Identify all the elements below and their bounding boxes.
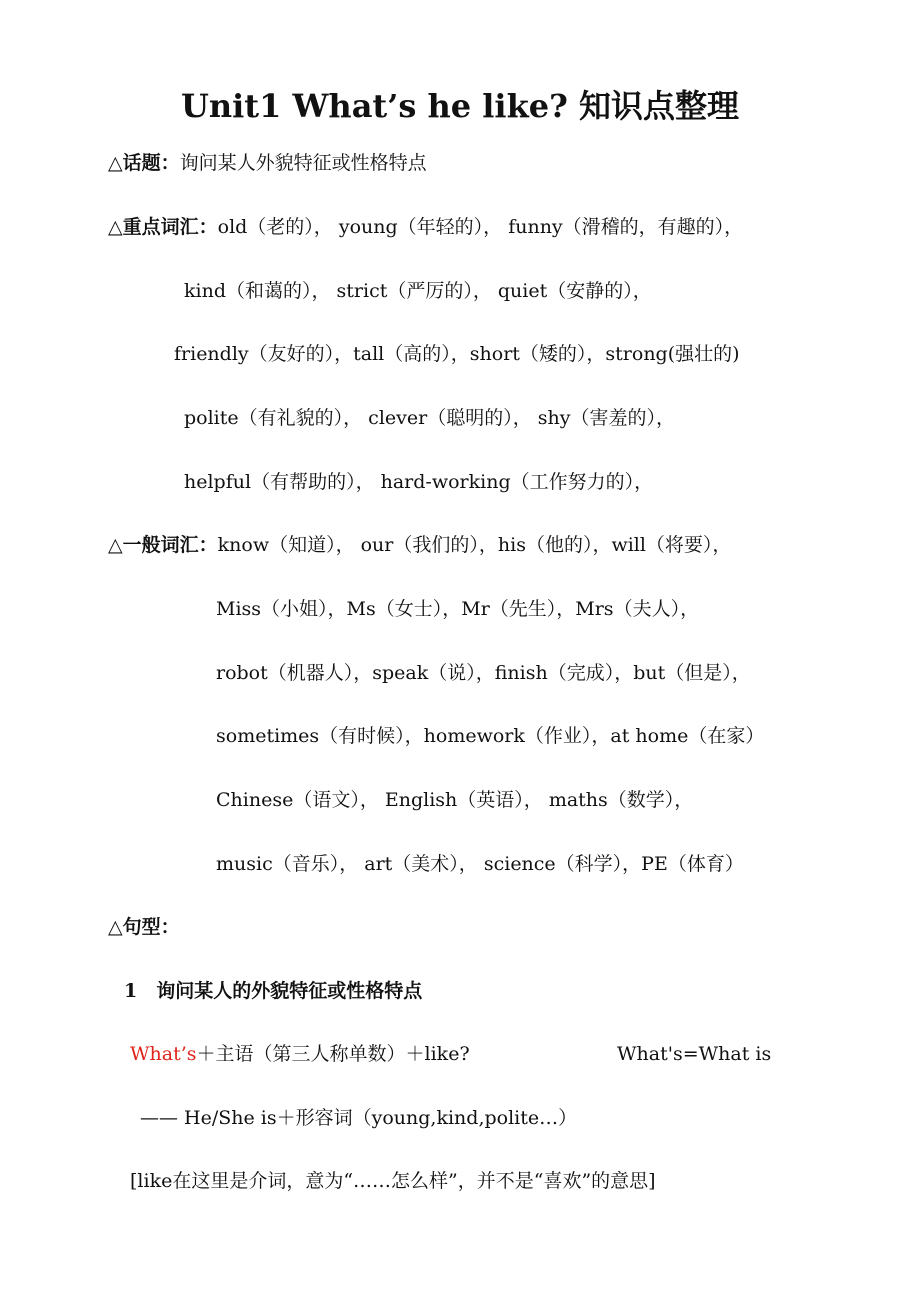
key-vocab-line-3: friendly（友好的），tall（高的），short（矮的），strong(强壮的)	[174, 343, 740, 365]
page-title: Unit1 What’s he like? 知识点整理	[180, 87, 740, 125]
topic-label: △话题：	[108, 152, 180, 174]
general-vocab-line-4: sometimes（有时候），homework（作业），at home（在家）	[216, 725, 765, 747]
general-vocab-line-1	[108, 532, 731, 558]
key-vocab-line-5: helpful（有帮助的）， hard-working（工作努力的），	[184, 471, 654, 493]
key-vocab-line-4: polite（有礼貌的）， clever（聪明的）， shy（害羞的），	[184, 407, 675, 429]
key-vocab-line-1	[108, 214, 743, 240]
topic-text: 询问某人外貌特征或性格特点	[179, 152, 427, 174]
general-vocab-label: △一般词汇：	[108, 534, 218, 556]
general-vocab-line-2: Miss（小姐），Ms（女士），Mr（先生），Mrs（夫人），	[216, 598, 700, 620]
key-vocab-text: old（老的）， young（年轻的）， funny（滑稽的，有趣的），	[217, 216, 744, 238]
key-vocab-line-2: kind（和蔼的）， strict（严厉的）， quiet（安静的），	[184, 280, 652, 302]
key-vocab-label: △重点词汇：	[108, 216, 218, 238]
explanation-line: [like在这里是介词，意为“……怎么样”，并不是“喜欢”的意思]	[130, 1170, 656, 1192]
section-1-heading: 1 询问某人的外貌特征或性格特点	[124, 980, 423, 1002]
sentence-patterns-label: △句型：	[108, 916, 180, 938]
topic-line	[108, 150, 427, 176]
pattern-line	[130, 1041, 470, 1067]
contraction-note: What's=What is	[617, 1043, 772, 1065]
general-vocab-line-5: Chinese（语文）， English（英语）， maths（数学），	[216, 789, 694, 811]
general-vocab-line-3: robot（机器人），speak（说），finish（完成），but（但是），	[216, 662, 751, 684]
pattern-keyword: What’s	[130, 1043, 197, 1065]
general-vocab-line-6: music（音乐）， art（美术）， science（科学），PE（体育）	[216, 853, 744, 875]
pattern-rest: ＋主语（第三人称单数）＋like?	[196, 1043, 470, 1065]
general-vocab-text: know（知道）， our（我们的），his（他的），will（将要），	[217, 534, 732, 556]
answer-line: —— He/She is＋形容词（young,kind,polite…）	[140, 1107, 578, 1129]
